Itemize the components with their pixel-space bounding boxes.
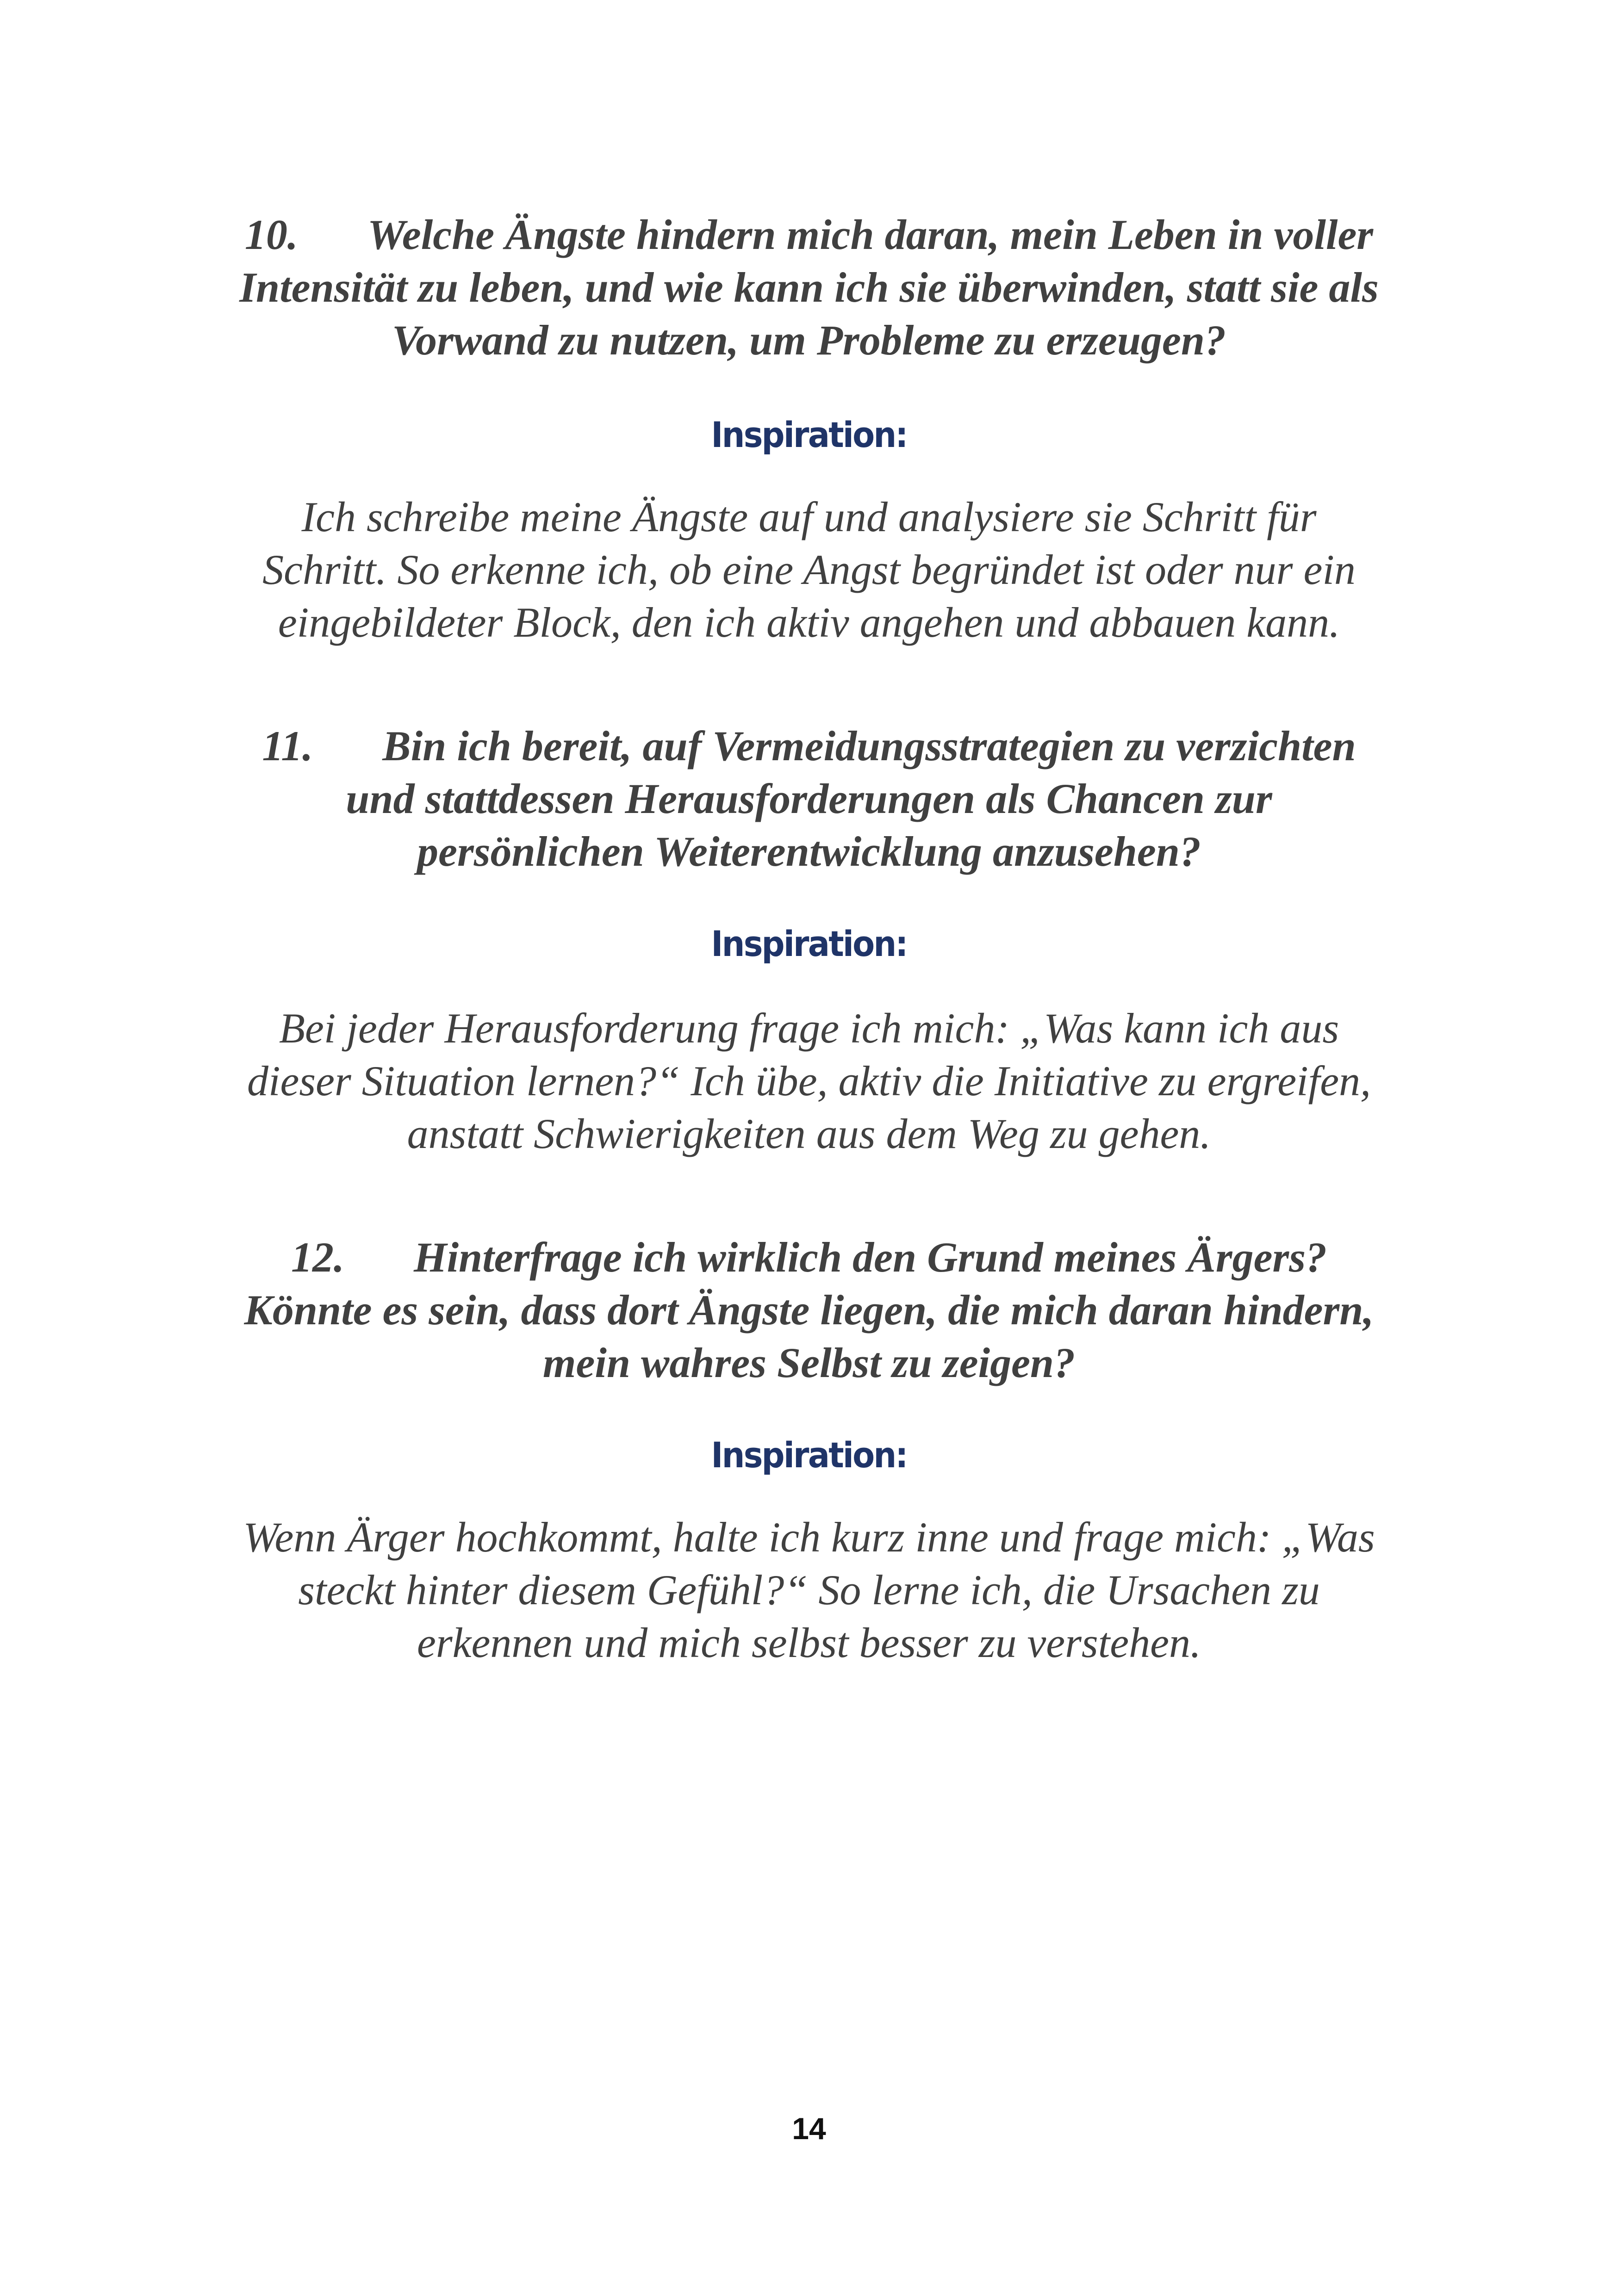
question-12-line-3: mein wahres Selbst zu zeigen?	[542, 1339, 1076, 1386]
answer-10	[139, 490, 1479, 649]
answer-10-line-1: Ich schreibe meine Ängste auf und analysiere sie Schritt für	[301, 493, 1317, 540]
question-11-line-1: 11. Bin ich bereit, auf Vermeidungsstrategien zu verzichten	[139, 720, 1479, 772]
question-11-line-3: persönlichen Weiterentwicklung anzusehen?	[417, 828, 1201, 875]
inspiration-heading-11: Inspiration:	[711, 923, 907, 964]
question-10-line-1: 10. Welche Ängste hindern mich daran, mein Leben in voller	[139, 208, 1479, 261]
question-11-number: 11.	[262, 722, 313, 769]
question-11-line-2: und stattdessen Herausforderungen als Chancen zur	[346, 775, 1272, 822]
page-number: 14	[792, 2111, 826, 2146]
answer-12	[139, 1511, 1479, 1669]
answer-11-line-1: Bei jeder Herausforderung frage ich mich: „Was kann ich aus	[279, 1005, 1339, 1052]
question-10-line-3: Vorwand zu nutzen, um Probleme zu erzeugen?	[392, 316, 1226, 364]
answer-11-line-3: anstatt Schwierigkeiten aus dem Weg zu gehen.	[407, 1110, 1211, 1157]
inspiration-heading-10: Inspiration:	[711, 414, 907, 455]
answer-10-line-3: eingebildeter Block, den ich aktiv angehen und abbauen kann.	[278, 599, 1340, 646]
question-10-number: 10.	[244, 211, 298, 258]
answer-11-line-2: dieser Situation lernen?“ Ich übe, aktiv die Initiative zu ergreifen,	[247, 1057, 1371, 1105]
question-10	[139, 208, 1479, 366]
inspiration-heading-12: Inspiration:	[711, 1434, 907, 1476]
answer-12-line-3: erkennen und mich selbst besser zu verstehen.	[417, 1619, 1201, 1666]
answer-10-line-2: Schritt. So erkenne ich, ob eine Angst begründet ist oder nur ein	[262, 546, 1356, 593]
question-10-line-2: Intensität zu leben, und wie kann ich sie überwinden, statt sie als	[239, 264, 1379, 311]
question-12-line-1: 12. Hinterfrage ich wirklich den Grund meines Ärgers?	[139, 1231, 1479, 1284]
answer-12-line-2: steckt hinter diesem Gefühl?“ So lerne ich, die Ursachen zu	[298, 1566, 1320, 1613]
question-11	[139, 720, 1479, 878]
answer-11	[139, 1002, 1479, 1160]
answer-12-line-1: Wenn Ärger hochkommt, halte ich kurz inne und frage mich: „Was	[243, 1514, 1375, 1561]
question-12-line-2: Könnte es sein, dass dort Ängste liegen, die mich daran hindern,	[244, 1286, 1374, 1334]
question-12	[139, 1231, 1479, 1389]
question-12-number: 12.	[291, 1234, 344, 1281]
